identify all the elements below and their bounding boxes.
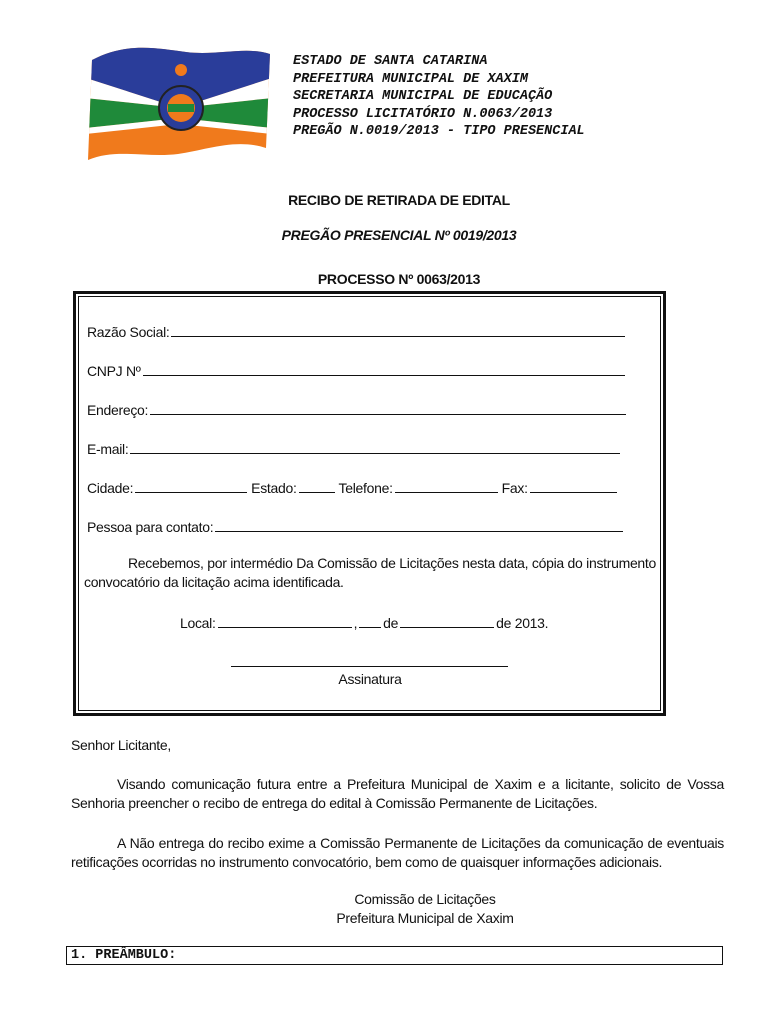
- email-line[interactable]: [130, 439, 620, 454]
- local-label: Local:: [180, 615, 216, 631]
- header-line: ESTADO DE SANTA CATARINA: [293, 54, 488, 69]
- signature-prefeitura: Prefeitura Municipal de Xaxim: [336, 910, 514, 926]
- cnpj-label: CNPJ Nº: [87, 363, 141, 379]
- local-date-row[interactable]: [180, 613, 548, 631]
- municipal-flag-logo: [86, 38, 272, 166]
- recebemos-paragraph: Recebemos, por intermédio Da Comissão de Licitações nesta data, cópia do instrumento convocatório da licitação acima identificada.: [84, 555, 656, 590]
- recibo-title: RECIBO DE RETIRADA DE EDITAL: [288, 192, 510, 208]
- pregao-title: PREGÃO PRESENCIAL Nº 0019/2013: [281, 227, 517, 243]
- paragraph-2: A Não entrega do recibo exime a Comissão Permanente de Licitações da comunicação de eventuais retificações ocorridas no instrumento convocatório, bem como de quaisquer informações adicionais.: [71, 835, 724, 870]
- endereco-field[interactable]: [87, 400, 628, 418]
- pessoa-contato-label: Pessoa para contato:: [87, 519, 214, 535]
- endereco-line[interactable]: [150, 400, 626, 415]
- razao-social-field[interactable]: [87, 322, 627, 340]
- salutation: Senhor Licitante,: [71, 737, 171, 753]
- year-label: de 2013.: [496, 615, 549, 631]
- razao-social-label: Razão Social:: [87, 324, 170, 340]
- telefone-label: Telefone:: [338, 480, 393, 496]
- paragraph-1: Visando comunicação futura entre a Prefeitura Municipal de Xaxim e a licitante, solicito de Vossa Senhoria preencher o recibo de entrega do edital à Comissão Permanente de Licitações.: [71, 776, 724, 811]
- assinatura-label: Assinatura: [338, 671, 402, 687]
- estado-line[interactable]: [299, 478, 335, 493]
- email-label: E-mail:: [87, 441, 129, 457]
- razao-social-line[interactable]: [171, 322, 625, 337]
- pessoa-contato-line[interactable]: [215, 517, 623, 532]
- cnpj-field[interactable]: [87, 361, 627, 379]
- telefone-line[interactable]: [395, 478, 498, 493]
- header-line: PREGÃO N.0019/2013 - TIPO PRESENCIAL: [293, 124, 585, 139]
- month-line[interactable]: [400, 613, 494, 628]
- cidade-row[interactable]: [87, 478, 619, 496]
- estado-label: Estado:: [251, 480, 297, 496]
- processo-title: PROCESSO Nº 0063/2013: [317, 271, 481, 287]
- section-preambulo-heading: 1. PREÂMBULO:: [66, 946, 723, 965]
- email-field[interactable]: [87, 439, 622, 457]
- header-line: SECRETARIA MUNICIPAL DE EDUCAÇÃO: [293, 89, 553, 104]
- signature-commission: Comissão de Licitações: [354, 891, 496, 907]
- receipt-box-inner: [78, 296, 661, 711]
- pessoa-contato-field[interactable]: [87, 517, 625, 535]
- local-line[interactable]: [218, 613, 352, 628]
- header-line: PREFEITURA MUNICIPAL DE XAXIM: [293, 71, 528, 87]
- day-line[interactable]: [359, 613, 381, 628]
- de-label: de: [383, 615, 399, 631]
- fax-label: Fax:: [501, 480, 528, 496]
- endereco-label: Endereço:: [87, 402, 149, 418]
- signature-line[interactable]: [231, 666, 508, 667]
- cidade-label: Cidade:: [87, 480, 134, 496]
- fax-line[interactable]: [530, 478, 617, 493]
- comma-separator: ,: [353, 615, 358, 631]
- cnpj-line[interactable]: [143, 361, 625, 376]
- cidade-line[interactable]: [135, 478, 247, 493]
- header-line: PROCESSO LICITATÓRIO N.0063/2013: [293, 106, 553, 122]
- header-block: [293, 53, 585, 141]
